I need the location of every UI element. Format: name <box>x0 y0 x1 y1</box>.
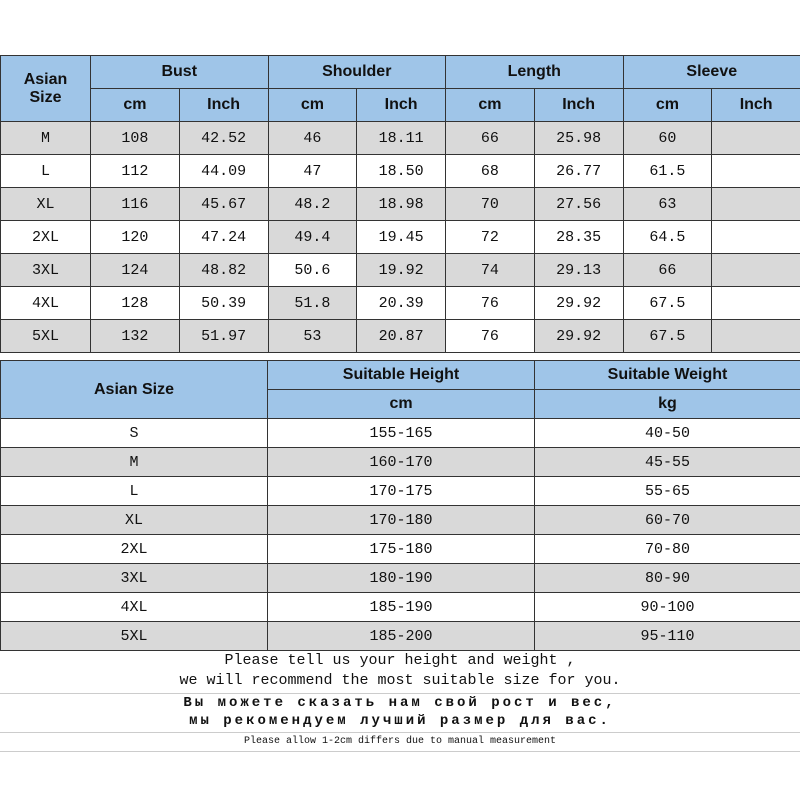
table-row <box>1 221 800 254</box>
value-cell: 53 <box>268 320 357 353</box>
size-cell: 4XL <box>1 287 91 320</box>
value-cell: 67.5 <box>623 320 712 353</box>
unit-header: Inch <box>712 89 800 122</box>
value-cell: 28.35 <box>534 221 623 254</box>
value-cell: 67.5 <box>623 287 712 320</box>
asian-size-header: Asian Size <box>1 56 91 122</box>
table-row <box>1 593 800 622</box>
weight-cell: 90-100 <box>535 593 800 622</box>
value-cell: 76 <box>446 287 535 320</box>
value-cell: 20.39 <box>357 287 446 320</box>
value-cell: 50.39 <box>179 287 268 320</box>
unit-header: cm <box>446 89 535 122</box>
value-cell: 61.5 <box>623 155 712 188</box>
value-cell: 74 <box>446 254 535 287</box>
height-cell: 185-190 <box>268 593 535 622</box>
weight-cell: 40-50 <box>535 419 800 448</box>
value-cell: 29.92 <box>534 287 623 320</box>
value-cell: 108 <box>91 122 180 155</box>
unit-header: cm <box>91 89 180 122</box>
unit-header: cm <box>623 89 712 122</box>
bust-header: Bust <box>91 56 269 89</box>
size-cell: 4XL <box>1 593 268 622</box>
table-row <box>1 477 800 506</box>
table-row <box>1 155 800 188</box>
value-cell: 49.4 <box>268 221 357 254</box>
table-row <box>1 622 800 651</box>
suitable-weight-header: Suitable Weight <box>535 361 800 390</box>
table-row <box>1 122 800 155</box>
value-cell: 50.6 <box>268 254 357 287</box>
value-cell: 20.87 <box>357 320 446 353</box>
value-cell <box>712 287 800 320</box>
value-cell <box>712 188 800 221</box>
asian-size-header: Asian Size <box>1 361 268 419</box>
size-cell: XL <box>1 188 91 221</box>
english-note-line-2: we will recommend the most suitable size for you. <box>179 672 621 689</box>
value-cell: 70 <box>446 188 535 221</box>
table-row <box>1 506 800 535</box>
russian-note-line-1: Вы можете сказать нам свой рост и вес, <box>183 695 617 711</box>
weight-cell: 55-65 <box>535 477 800 506</box>
height-unit-header: cm <box>268 390 535 419</box>
value-cell: 128 <box>91 287 180 320</box>
suitable-height-header: Suitable Height <box>268 361 535 390</box>
table-row <box>1 188 800 221</box>
value-cell <box>712 122 800 155</box>
unit-header: Inch <box>357 89 446 122</box>
value-cell: 45.67 <box>179 188 268 221</box>
value-cell: 42.52 <box>179 122 268 155</box>
russian-note-line-2: мы рекомендуем лучший размер для вас. <box>189 713 611 729</box>
value-cell: 76 <box>446 320 535 353</box>
weight-cell: 95-110 <box>535 622 800 651</box>
weight-cell: 60-70 <box>535 506 800 535</box>
russian-note <box>0 694 800 733</box>
value-cell: 120 <box>91 221 180 254</box>
length-header: Length <box>446 56 624 89</box>
value-cell: 112 <box>91 155 180 188</box>
value-cell: 18.11 <box>357 122 446 155</box>
value-cell: 66 <box>446 122 535 155</box>
table-row <box>1 535 800 564</box>
weight-unit-header: kg <box>535 390 800 419</box>
value-cell <box>712 221 800 254</box>
value-cell: 51.8 <box>268 287 357 320</box>
value-cell: 48.82 <box>179 254 268 287</box>
table-row <box>1 254 800 287</box>
height-cell: 185-200 <box>268 622 535 651</box>
table-row <box>1 419 800 448</box>
size-cell: M <box>1 448 268 477</box>
value-cell: 18.98 <box>357 188 446 221</box>
height-cell: 175-180 <box>268 535 535 564</box>
measurement-disclaimer: Please allow 1-2cm differs due to manual measurement <box>0 733 800 752</box>
size-recommendation-table <box>0 360 800 651</box>
notes <box>0 651 800 752</box>
size-cell: 5XL <box>1 320 91 353</box>
value-cell: 26.77 <box>534 155 623 188</box>
value-cell: 64.5 <box>623 221 712 254</box>
height-cell: 160-170 <box>268 448 535 477</box>
size-cell: S <box>1 419 268 448</box>
table-row <box>1 448 800 477</box>
size-cell: L <box>1 477 268 506</box>
size-cell: L <box>1 155 91 188</box>
value-cell: 66 <box>623 254 712 287</box>
table-row <box>1 320 800 353</box>
value-cell: 68 <box>446 155 535 188</box>
sleeve-header: Sleeve <box>623 56 800 89</box>
value-cell: 124 <box>91 254 180 287</box>
value-cell: 29.92 <box>534 320 623 353</box>
unit-header: cm <box>268 89 357 122</box>
height-cell: 170-175 <box>268 477 535 506</box>
value-cell: 48.2 <box>268 188 357 221</box>
weight-cell: 45-55 <box>535 448 800 477</box>
height-cell: 155-165 <box>268 419 535 448</box>
value-cell <box>712 155 800 188</box>
value-cell: 63 <box>623 188 712 221</box>
value-cell: 47.24 <box>179 221 268 254</box>
weight-cell: 70-80 <box>535 535 800 564</box>
shoulder-header: Shoulder <box>268 56 446 89</box>
table-row <box>1 287 800 320</box>
height-cell: 180-190 <box>268 564 535 593</box>
value-cell: 47 <box>268 155 357 188</box>
size-cell: 2XL <box>1 221 91 254</box>
unit-header: Inch <box>179 89 268 122</box>
english-note <box>0 651 800 694</box>
value-cell: 25.98 <box>534 122 623 155</box>
english-note-line-1: Please tell us your height and weight , <box>224 652 576 669</box>
value-cell: 19.92 <box>357 254 446 287</box>
weight-cell: 80-90 <box>535 564 800 593</box>
size-cell: 2XL <box>1 535 268 564</box>
table-row <box>1 564 800 593</box>
size-cell: 5XL <box>1 622 268 651</box>
height-cell: 170-180 <box>268 506 535 535</box>
measurement-table <box>0 55 800 353</box>
value-cell: 116 <box>91 188 180 221</box>
value-cell: 72 <box>446 221 535 254</box>
size-cell: XL <box>1 506 268 535</box>
value-cell: 60 <box>623 122 712 155</box>
unit-header: Inch <box>534 89 623 122</box>
value-cell: 29.13 <box>534 254 623 287</box>
value-cell: 44.09 <box>179 155 268 188</box>
value-cell <box>712 254 800 287</box>
value-cell: 51.97 <box>179 320 268 353</box>
value-cell: 27.56 <box>534 188 623 221</box>
size-cell: 3XL <box>1 564 268 593</box>
value-cell: 19.45 <box>357 221 446 254</box>
size-cell: M <box>1 122 91 155</box>
size-cell: 3XL <box>1 254 91 287</box>
value-cell: 18.50 <box>357 155 446 188</box>
value-cell <box>712 320 800 353</box>
value-cell: 46 <box>268 122 357 155</box>
value-cell: 132 <box>91 320 180 353</box>
